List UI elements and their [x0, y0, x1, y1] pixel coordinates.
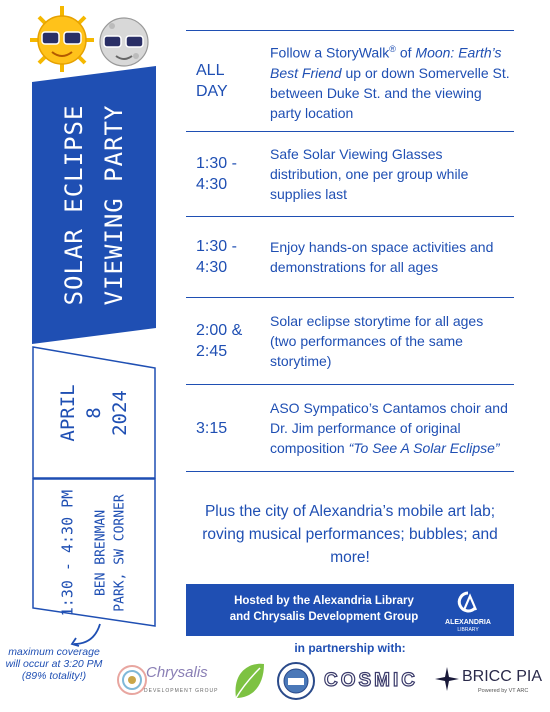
registered-mark: ® [389, 44, 396, 55]
hosted-by-text: Hosted by the Alexandria Library and Chrysalis Development Group [229, 595, 419, 623]
partnership-label: in partnership with: [294, 641, 406, 655]
bricc-sub: Powered by VT ARC [478, 688, 529, 694]
coverage-note: maximum coverage will occur at 3:20 PM (89% totality!) [5, 646, 103, 682]
event-time-location [32, 480, 156, 625]
schedule-row [186, 216, 514, 297]
bricc-name: BRICC PIA [462, 668, 543, 685]
cosmic-logo: COSMIC [324, 670, 418, 691]
schedule-desc [260, 398, 514, 458]
green-leaf-logo [232, 660, 266, 702]
schedule-row [186, 131, 514, 216]
event-time: 1:30 - 4:30 PM [58, 489, 77, 616]
moon-icon [100, 18, 148, 66]
schedule-row [186, 297, 514, 384]
desc-text: ASO Sympatico’s Cantamos choir and Dr. Jim performance of original composition [270, 400, 508, 456]
location-line-1: BEN BRENMAN [93, 509, 109, 596]
desc-text: of [395, 44, 416, 61]
library-logo-sub: LIBRARY [457, 627, 479, 633]
location-line-2: PARK, SW CORNER [112, 493, 128, 612]
chrysalis-flower-icon [118, 666, 146, 694]
schedule-time: 2:00 & 2:45 [196, 322, 243, 360]
title-line-2: VIEWING PARTY [100, 104, 128, 306]
chrysalis-sub: DEVELOPMENT GROUP [144, 688, 219, 694]
event-date [32, 350, 156, 476]
schedule-row [186, 30, 514, 131]
schedule-desc: Solar eclipse storytime for all ages (two performances of the same storytime) [270, 313, 484, 369]
alexandria-library-logo [438, 590, 498, 633]
date-month: APRIL [57, 384, 79, 442]
book-title: Moon: Earth’s Best Friend [270, 44, 502, 81]
date-day: 8 [83, 407, 105, 419]
library-logo-name: ALEXANDRIA [445, 619, 491, 626]
date-year: 2024 [109, 390, 131, 436]
library-logo-icon [438, 590, 498, 614]
city-seal-logo [276, 660, 316, 702]
event-title [32, 66, 156, 344]
additional-activities: Plus the city of Alexandria’s mobile art lab; roving musical performances; bubbles; and more! [202, 503, 498, 566]
schedule-desc: Safe Solar Viewing Glasses distribution, one per group while supplies last [270, 146, 469, 202]
schedule-time: 3:15 [196, 419, 228, 437]
desc-text: Follow a StoryWalk [270, 44, 390, 61]
schedule-divider [186, 471, 514, 472]
schedule-row [186, 384, 514, 471]
schedule-desc [260, 39, 514, 123]
schedule-list [186, 30, 514, 472]
bricc-star-icon [434, 666, 460, 692]
composition-title: “To See A Solar Eclipse” [348, 440, 500, 456]
chrysalis-name: Chrysalis [146, 664, 208, 681]
schedule-time: ALL DAY [196, 62, 228, 100]
partner-logos [108, 658, 548, 708]
schedule-desc: Enjoy hands-on space activities and demonstrations for all ages [270, 239, 494, 275]
schedule-time: 1:30 - 4:30 [196, 155, 237, 193]
schedule-time: 1:30 - 4:30 [196, 238, 237, 276]
title-line-1: SOLAR ECLIPSE [60, 104, 88, 306]
sun-icon [30, 6, 94, 72]
hosted-by-bar [186, 584, 514, 636]
desc-text: up or down Somervelle St. between Duke St. and the viewing party location [270, 64, 510, 121]
